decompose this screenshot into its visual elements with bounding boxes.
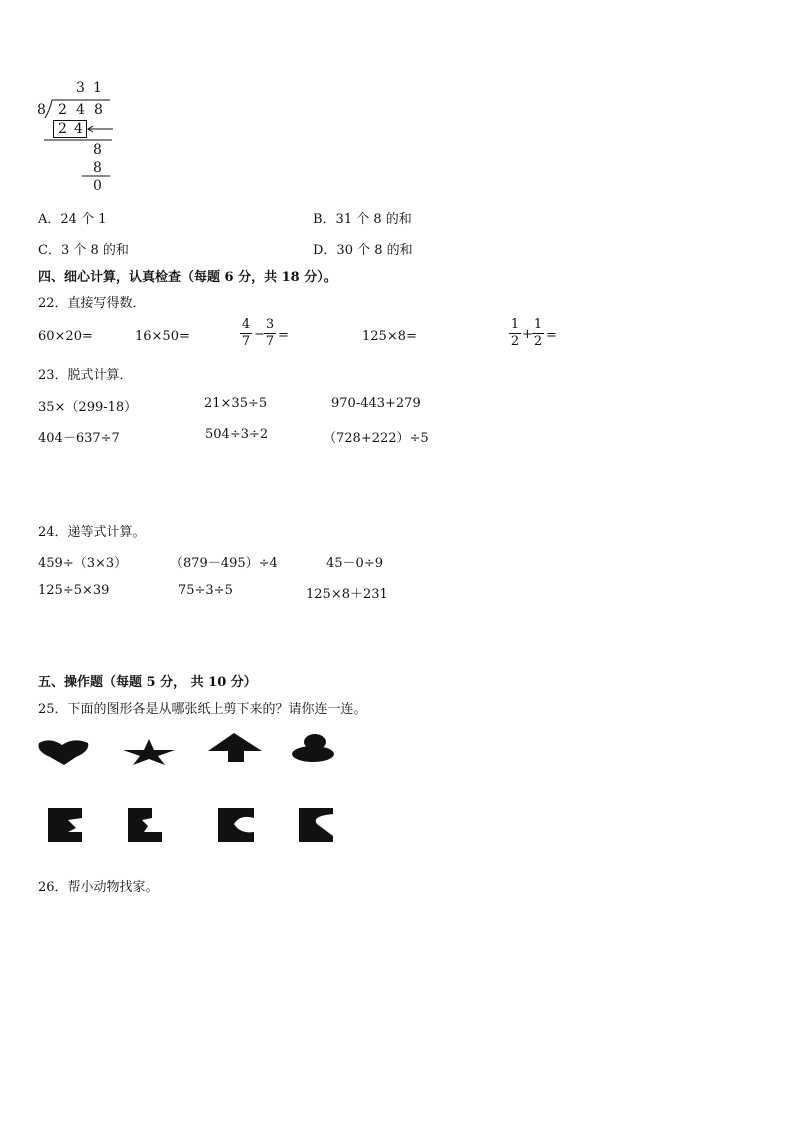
- numerator: 4: [241, 317, 251, 332]
- q25-title: 25．下面的图形各是从哪张纸上剪下来的？请你连一连。: [38, 702, 367, 717]
- quotient-digit: 3: [76, 80, 85, 96]
- q22-item: 60×20=: [38, 329, 93, 344]
- numerator: 1: [510, 317, 520, 332]
- paper-notch-4[interactable]: [297, 806, 337, 846]
- divisor: 8: [37, 102, 46, 118]
- q22-item: 16×50=: [135, 329, 190, 344]
- star-shape[interactable]: [123, 735, 183, 775]
- q23-expr: 404－637÷7: [38, 431, 120, 446]
- denominator: 7: [241, 334, 251, 349]
- q23-expr: 970-443+279: [331, 396, 421, 411]
- result-digit: 0: [93, 178, 102, 194]
- q23-expr: 504÷3÷2: [205, 427, 269, 442]
- quotient-digit: 1: [93, 80, 102, 96]
- dividend-digit: 8: [94, 102, 103, 118]
- q23-expr: 35×（299-18）: [38, 400, 138, 415]
- q24-expr: 125×8＋231: [306, 587, 388, 602]
- division-lines: [0, 0, 794, 200]
- section4-title: 四、细心计算，认真检查（每题 6 分，共 18 分）。: [38, 270, 337, 285]
- option-b[interactable]: B．31 个 8 的和: [313, 212, 412, 227]
- section5-title: 五、操作题（每题 5 分， 共 10 分）: [38, 675, 257, 690]
- q22-title: 22．直接写得数．: [38, 296, 146, 311]
- q24-expr: 125÷5×39: [38, 583, 110, 598]
- paper-notch-3[interactable]: [216, 806, 256, 846]
- option-c[interactable]: C．3 个 8 的和: [38, 243, 129, 258]
- remainder-digit: 8: [93, 142, 102, 158]
- option-a[interactable]: A．24 个 1: [38, 212, 107, 227]
- q23-expr: （728+222）÷5: [323, 431, 429, 446]
- heart-shape[interactable]: [36, 735, 96, 775]
- numerator: 1: [533, 317, 543, 332]
- denominator: 2: [533, 334, 543, 349]
- arrow-up-shape[interactable]: [208, 731, 268, 771]
- denominator: 2: [510, 334, 520, 349]
- q24-expr: 459÷（3×3）: [38, 556, 128, 571]
- q23-title: 23．脱式计算．: [38, 368, 133, 383]
- partial-digit: 4: [74, 121, 83, 137]
- dividend-digit: 2: [58, 102, 67, 118]
- snowman-shape[interactable]: [290, 733, 350, 773]
- partial-digit: 2: [58, 121, 67, 137]
- equals: =: [546, 328, 557, 343]
- paper-notch-2[interactable]: [126, 806, 166, 846]
- operator: +: [522, 327, 533, 342]
- equals: =: [278, 328, 289, 343]
- q24-expr: 45－0÷9: [326, 556, 383, 571]
- fraction: [240, 318, 252, 349]
- paper-notch-1[interactable]: [46, 806, 86, 846]
- option-d[interactable]: D．30 个 8 的和: [313, 243, 413, 258]
- q22-item: 125×8=: [362, 329, 417, 344]
- q23-expr: 21×35÷5: [204, 396, 268, 411]
- denominator: 7: [265, 334, 275, 349]
- q24-title: 24．递等式计算。: [38, 525, 146, 540]
- fraction: [509, 318, 521, 349]
- q26-title: 26．帮小动物找家。: [38, 880, 159, 895]
- q24-expr: 75÷3÷5: [178, 583, 233, 598]
- boxed-partial-product: [53, 120, 87, 138]
- q24-expr: （879－495）÷4: [170, 556, 278, 571]
- numerator: 3: [265, 317, 275, 332]
- fraction: [532, 318, 544, 349]
- dividend-digit: 4: [76, 102, 85, 118]
- step2-digit: 8: [93, 160, 102, 176]
- fraction: [264, 318, 276, 349]
- operator: −: [254, 327, 265, 342]
